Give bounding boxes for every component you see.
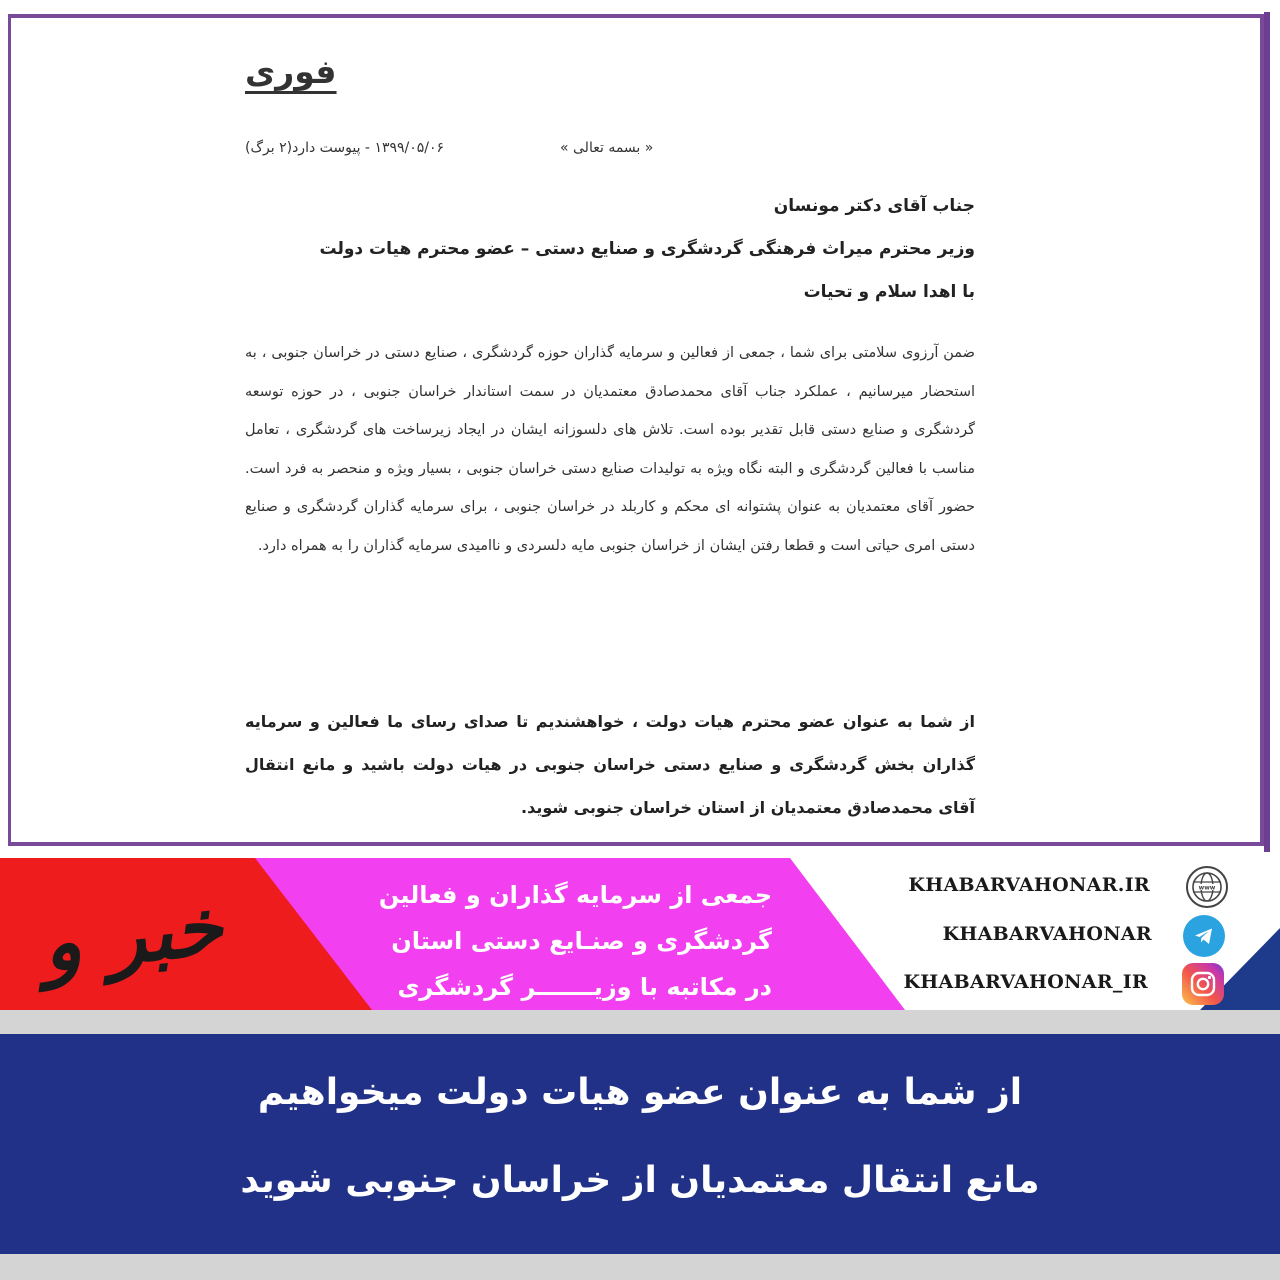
letter-title: وزیر محترم میراث فرهنگی گردشگری و صنایع دستی – عضو محترم هیات دولت	[319, 239, 975, 259]
telegram-icon	[1183, 915, 1225, 957]
social-instagram[interactable]	[900, 963, 1260, 1007]
instagram-label: KHABARVAHONAR_IR	[903, 971, 1148, 993]
letter-paragraph-1: ضمن آرزوی سلامتی برای شما ، جمعی از فعالین و سرمایه گذاران حوزه گردشگری ، صنایع دستی در خراسان جنوبی ، به استحضار میرسانیم ، عملکرد جناب آقای محمدصادق معتمدیان در سمت استاندار خراسان جنوبی ، در حوزه توسعه گردشگری و صنایع دستی قابل تقدیر بوده است. تلاش های دلسوزانه ایشان در ایجاد زیرساخت های گردشگری ، تعامل مناسب با فعالین گردشگری و البته نگاه ویژه به تولیدات صنایع دستی خراسان جنوبی ، بسیار ویژه و منحصر به فرد است. حضور آقای معتمدیان به عنوان پشتوانه ای محکم و کاربلد در خراسان جنوبی ، برای سرمایه گذاران گردشگری و صنایع دستی امری حیاتی است و قطعا رفتن ایشان از خراسان جنوبی مایه دلسردی و ناامیدی سرمایه گذاران را به همراه دارد.	[245, 345, 975, 554]
caption-line-2: مانع انتقال معتمدیان از خراسان جنوبی شوید	[240, 1160, 1040, 1201]
letter-paragraph-2: از شما به عنوان عضو محترم هیات دولت ، خواهشندیم تا صدای رسای ما فعالین و سرمایه گذاران بخش گردشگری و صنایع دستی خراسان جنوبی در هیات دولت باشید و مانع انتقال آقای محمدصادق معتمدیان از استان خراسان جنوبی شوید.	[245, 712, 975, 817]
letter-date-line: ۱۳۹۹/۰۵/۰۶ - پیوست دارد(۲ برگ)	[245, 140, 445, 156]
letter-addressee: جناب آقای دکتر مونسان	[773, 196, 975, 216]
banner-line: جمعی از سرمایه گذاران و فعالین	[378, 881, 772, 909]
social-telegram[interactable]	[900, 915, 1260, 959]
letter-greeting: با اهدا سلام و تحیات	[803, 282, 975, 302]
caption-panel	[0, 1034, 1280, 1254]
logo: خبر و	[38, 880, 227, 991]
telegram-label: KHABARVAHONAR	[942, 923, 1152, 945]
social-website[interactable]	[900, 866, 1260, 910]
instagram-icon	[1182, 963, 1224, 1005]
globe-icon	[1186, 866, 1228, 908]
basmala: « بسمه تعالی »	[560, 140, 654, 156]
banner-line: در مکاتبه با وزیـــــــر گردشگری	[397, 973, 772, 1001]
banner-line: گردشگری و صنـایع دستی استان	[391, 927, 772, 955]
website-label: KHABARVAHONAR.IR	[908, 874, 1150, 896]
branding-banner	[0, 858, 1280, 1010]
caption-line-1: از شما به عنوان عضو هیات دولت میخواهیم	[257, 1072, 1023, 1113]
svg-text:www: www	[1198, 884, 1216, 892]
footer-band	[0, 1254, 1280, 1280]
urgent-label: فوری	[245, 52, 337, 91]
banner-headline	[372, 872, 772, 1010]
separator-band	[0, 1010, 1280, 1034]
